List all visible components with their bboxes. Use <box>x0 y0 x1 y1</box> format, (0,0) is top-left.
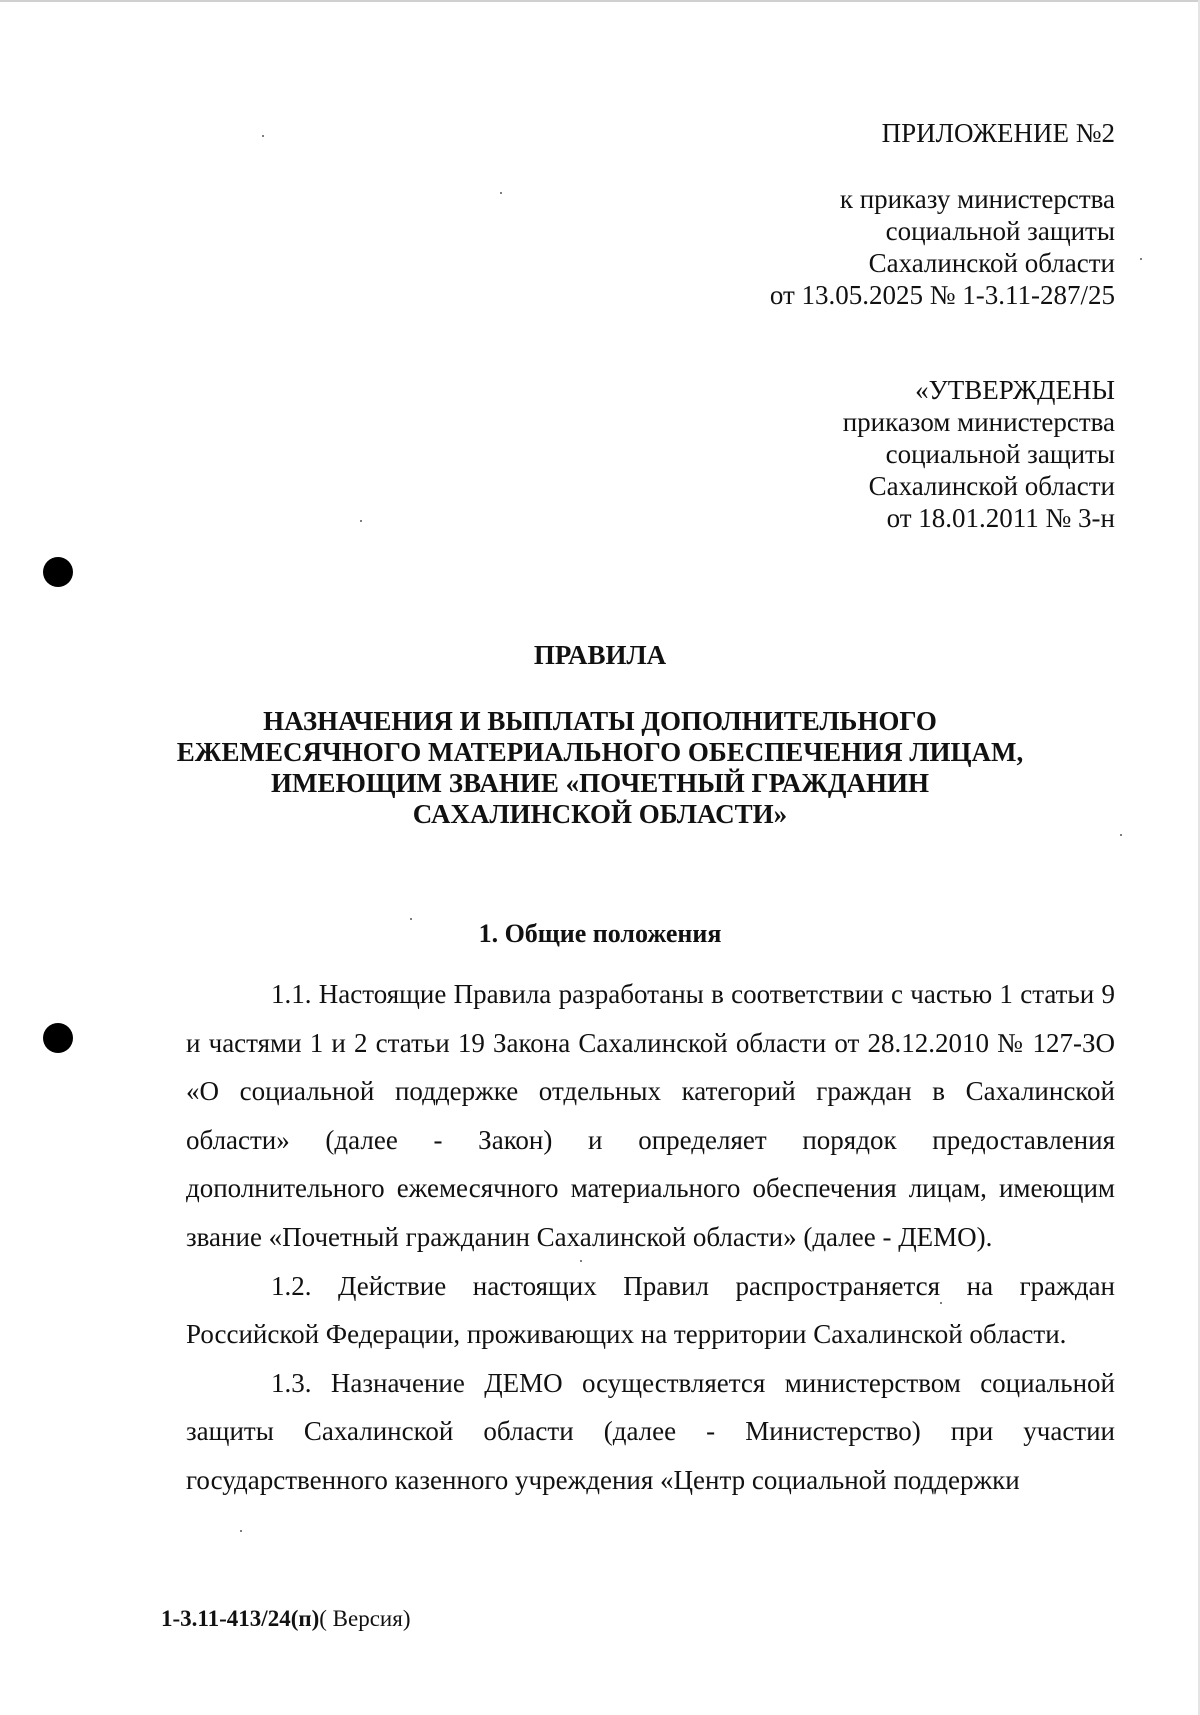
approval-line: Сахалинской области <box>868 471 1115 501</box>
rules-subtitle <box>0 706 1200 830</box>
subtitle-line: НАЗНАЧЕНИЯ И ВЫПЛАТЫ ДОПОЛНИТЕЛЬНОГО <box>263 706 937 736</box>
subtitle-line: ИМЕЮЩИМ ЗВАНИЕ «ПОЧЕТНЫЙ ГРАЖДАНИН <box>270 768 930 798</box>
paragraph-1-2: 1.2. Действие настоящих Правил распространяется на граждан Российской Федерации, проживающих на территории Сахалинской области. <box>186 1270 1115 1350</box>
paragraph-1-1: 1.1. Настоящие Правила разработаны в соответствии с частью 1 статьи 9 и частями 1 и 2 статьи 19 Закона Сахалинской области от 28.12.2010 № 127-ЗО «О социальной поддержке отдельных категорий граждан в Сахалинской области» (далее - Закон) и определяет порядок предоставления дополнительного ежемесячного материального обеспечения лицам, имеющим звание «Почетный гражданин Сахалинской области» (далее - ДЕМО). <box>186 979 1115 1252</box>
scan-speck <box>940 1302 942 1304</box>
approval-block <box>843 374 1115 534</box>
version-label: ( Версия) <box>319 1606 411 1631</box>
punch-hole-top <box>43 557 73 587</box>
appendix-title-text: ПРИЛОЖЕНИЕ №2 <box>881 118 1115 148</box>
section-body <box>186 970 1115 1505</box>
approval-line: «УТВЕРЖДЕНЫ <box>915 375 1115 405</box>
scan-speck <box>262 135 264 137</box>
scan-speck <box>1140 258 1142 260</box>
appendix-ref-line: Сахалинской области <box>868 248 1115 278</box>
appendix-reference <box>770 183 1115 311</box>
scan-speck <box>580 1260 582 1262</box>
doc-code: 1-3.11-413/24(п) <box>161 1606 320 1631</box>
scan-edge-top <box>0 0 1200 2</box>
scan-speck <box>1120 834 1122 836</box>
appendix-ref-line: социальной защиты <box>885 216 1115 246</box>
subtitle-line: ЕЖЕМЕСЯЧНОГО МАТЕРИАЛЬНОГО ОБЕСПЕЧЕНИЯ ЛИЦАМ, <box>176 737 1024 767</box>
appendix-ref-line: к приказу министерства <box>839 184 1115 214</box>
scan-speck <box>360 520 362 522</box>
approval-line: приказом министерства <box>842 407 1115 437</box>
approval-line: социальной защиты <box>885 439 1115 469</box>
approval-line: от 18.01.2011 № 3-н <box>886 503 1115 533</box>
footer-document-code <box>161 1606 410 1632</box>
scan-speck <box>500 192 502 194</box>
subtitle-line: САХАЛИНСКОЙ ОБЛАСТИ» <box>412 799 788 829</box>
appendix-ref-line: от 13.05.2025 № 1-3.11-287/25 <box>769 280 1115 310</box>
paragraph-1-3: 1.3. Назначение ДЕМО осуществляется министерством социальной защиты Сахалинской области (далее - Министерство) при участии государственного казенного учреждения «Центр социальной поддержки <box>186 1367 1115 1495</box>
punch-hole-bottom <box>43 1023 73 1053</box>
rules-heading: ПРАВИЛА <box>533 640 667 670</box>
section-heading: 1. Общие положения <box>478 919 722 948</box>
scan-speck <box>410 918 412 920</box>
scan-speck <box>240 1530 242 1532</box>
appendix-title <box>882 117 1115 149</box>
